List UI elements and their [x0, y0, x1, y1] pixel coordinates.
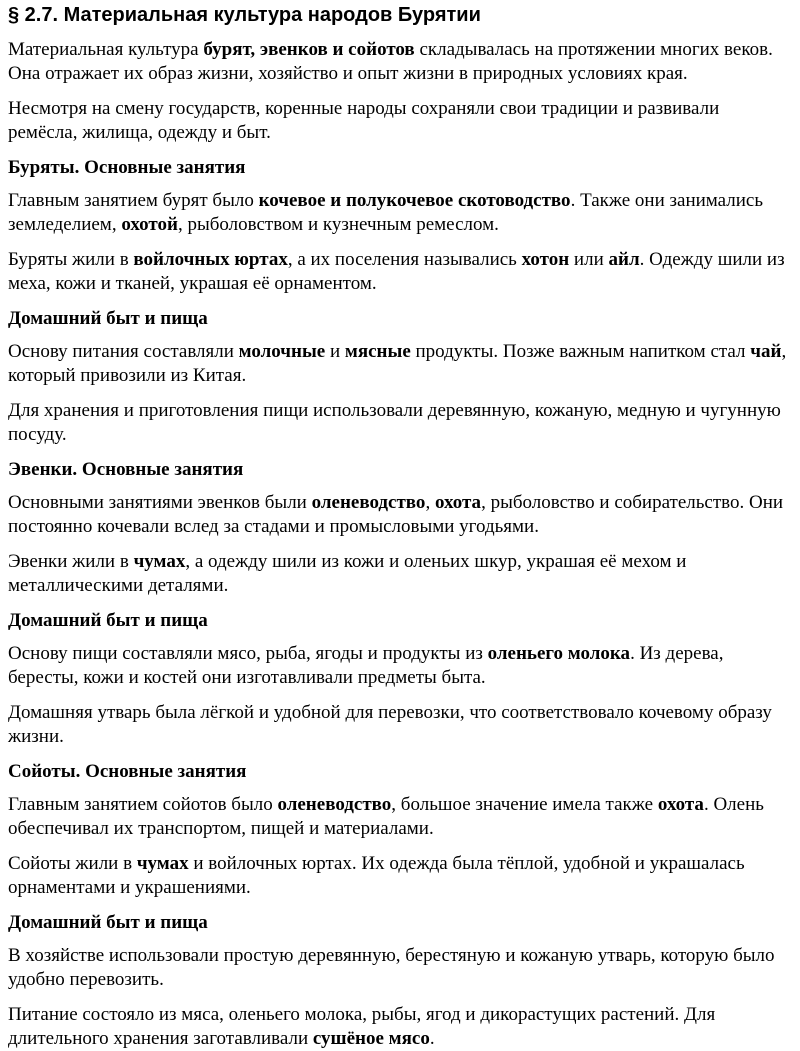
buryats-paragraph-4 [8, 399, 792, 447]
text-run: и [325, 341, 345, 362]
text-run: , [425, 492, 435, 513]
text-run: Основу пищи составляли мясо, рыба, ягоды и продукты из [8, 643, 488, 664]
bold-term: бурят, эвенков и сойотов [203, 39, 415, 60]
evenks-paragraph-4 [8, 701, 792, 749]
page-title: § 2.7. Материальная культура народов Бурятии [8, 4, 481, 26]
soyots-paragraph-2 [8, 852, 792, 900]
text-run: , который привозили из Китая. [8, 341, 787, 386]
soyots-paragraph-1 [8, 793, 792, 841]
bold-term: оленеводство [277, 794, 392, 815]
bold-term: охотой [121, 214, 178, 235]
subheading-evenks-occupations: Эвенки. Основные занятия [8, 459, 244, 480]
intro-paragraph-2 [8, 97, 792, 145]
text-run: Домашняя утварь была лёгкой и удобной для перевозки, что соответствовало кочевому образу жизни. [8, 702, 772, 747]
text-run: Сойоты жили в [8, 853, 137, 874]
evenks-paragraph-2 [8, 550, 792, 598]
subheading-buryats-household: Домашний быт и пища [8, 308, 208, 329]
text-run: Материальная культура [8, 39, 204, 60]
bold-term: молочные [238, 341, 326, 362]
buryats-paragraph-2 [8, 248, 792, 296]
subheading-buryats-occupations: Буряты. Основные занятия [8, 157, 246, 178]
bold-term: охота [434, 492, 482, 513]
text-run: , рыболовством и кузнечным ремеслом. [177, 214, 499, 235]
evenks-paragraph-3 [8, 642, 792, 690]
text-run: или [569, 249, 609, 270]
text-run: Главным занятием бурят было [8, 190, 259, 211]
bold-term: оленеводство [311, 492, 426, 513]
bold-term: сушёное мясо [312, 1028, 430, 1049]
bold-term: охота [657, 794, 704, 815]
buryats-paragraph-3 [8, 340, 792, 388]
text-run: Основными занятиями эвенков были [8, 492, 312, 513]
text-run: Несмотря на смену государств, коренные народы сохраняли свои традиции и развивали ремёсла, жилища, одежду и быт. [8, 98, 720, 143]
text-run: Эвенки жили в [8, 551, 134, 572]
text-run: , а их поселения назывались [287, 249, 522, 270]
bold-term: чай [750, 341, 782, 362]
bold-term: войлочных юртах [133, 249, 288, 270]
bold-term: оленьего молока [487, 643, 631, 664]
bold-term: чумах [136, 853, 189, 874]
bold-term: чумах [133, 551, 186, 572]
text-run: . [429, 1028, 435, 1049]
text-run: . Из дерева, бересты, кожи и костей они изготавливали предметы быта. [8, 643, 724, 688]
text-run: Буряты жили в [8, 249, 134, 270]
subheading-evenks-household: Домашний быт и пища [8, 610, 208, 631]
text-run: складывалась на протяжении многих веков. Она отражает их образ жизни, хозяйство и опыт жизни в природных условиях края. [8, 39, 773, 84]
text-run: , рыболовство и собирательство. Они постоянно кочевали вслед за стадами и промысловыми угодьями. [8, 492, 784, 537]
document-body [8, 38, 792, 1051]
text-run: . Одежду шили из меха, кожи и тканей, украшая её орнаментом. [8, 249, 785, 294]
text-run: , большое значение имела также [391, 794, 658, 815]
text-run: продукты. Позже важным напитком стал [410, 341, 751, 362]
text-run: Основу питания составляли [8, 341, 239, 362]
text-run: В хозяйстве использовали простую деревянную, берестяную и кожаную утварь, которую было удобно перевозить. [8, 945, 775, 990]
bold-term: хотон [521, 249, 570, 270]
text-run: . Также они занимались земледелием, [8, 190, 764, 235]
intro-paragraph-1 [8, 38, 792, 86]
subheading-soyots-household: Домашний быт и пища [8, 912, 208, 933]
text-run: , а одежду шили из кожи и оленьих шкур, украшая её мехом и металлическими деталями. [8, 551, 687, 596]
bold-term: мясные [344, 341, 411, 362]
bold-term: кочевое и полукочевое скотоводство [258, 190, 571, 211]
text-run: Для хранения и приготовления пищи использовали деревянную, кожаную, медную и чугунную посуду. [8, 400, 781, 445]
text-run: Питание состояло из мяса, оленьего молока, рыбы, ягод и дикорастущих растений. Для длительного хранения заготавливали [8, 1004, 716, 1049]
buryats-paragraph-1 [8, 189, 792, 237]
text-run: . Олень обеспечивал их транспортом, пищей и материалами. [8, 794, 764, 839]
soyots-paragraph-3 [8, 944, 792, 992]
text-run: Главным занятием сойотов было [8, 794, 278, 815]
subheading-soyots-occupations: Сойоты. Основные занятия [8, 761, 247, 782]
bold-term: айл [608, 249, 640, 270]
evenks-paragraph-1 [8, 491, 792, 539]
soyots-paragraph-4 [8, 1003, 792, 1051]
text-run: и войлочных юртах. Их одежда была тёплой, удобной и украшалась орнаментами и украшениями. [8, 853, 745, 898]
